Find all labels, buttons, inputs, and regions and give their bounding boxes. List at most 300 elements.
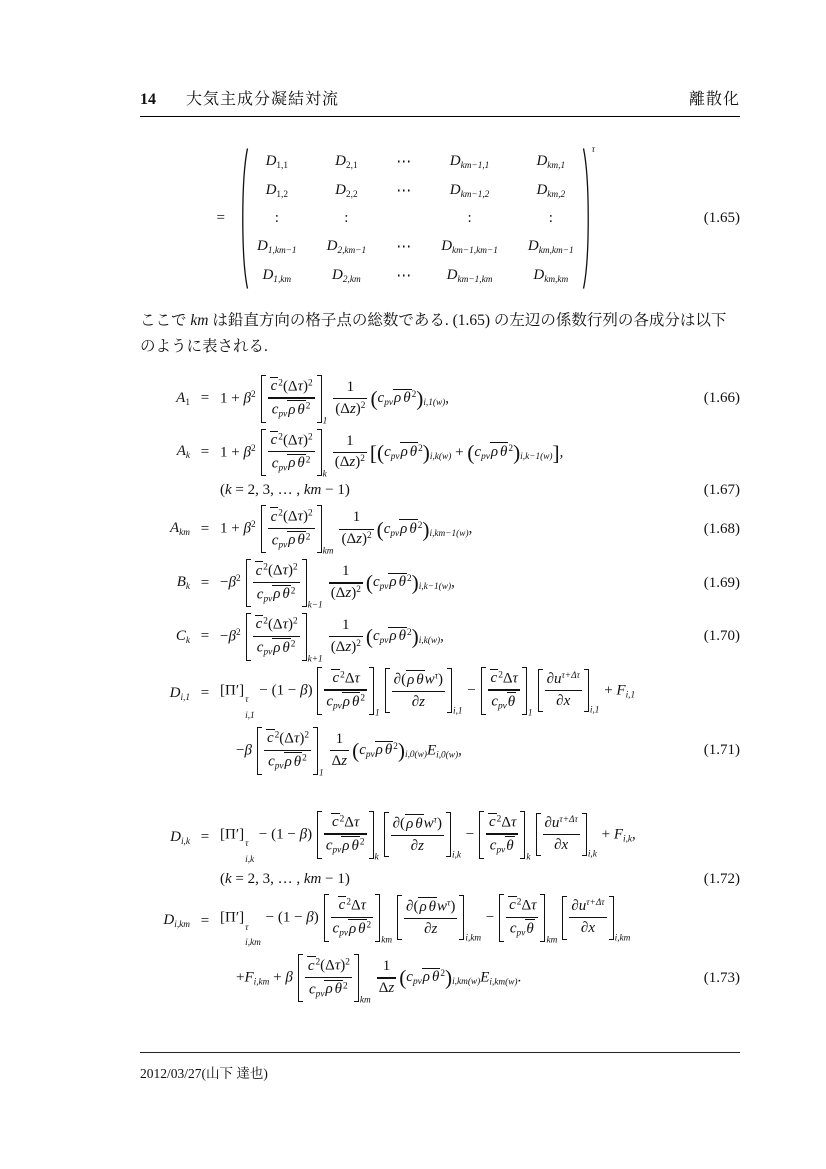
left-paren: ( [376,517,384,542]
matrix-cell [335,182,357,200]
math-text: 1 [342,563,350,580]
math-text: , [468,520,473,537]
matrix-cell [396,152,411,171]
group-subscript: 1 [322,415,328,426]
superscript: 2 [411,389,417,400]
fraction-bar [486,833,518,834]
matrix-cell [396,266,411,285]
subscript: 1,km−1 [267,245,297,256]
equation-line [140,482,740,499]
math-text: (Δ [334,454,350,471]
bracket-body [389,812,446,857]
numerator [345,379,357,397]
superscript: 2 [305,401,311,412]
overbar-var: c [266,730,274,747]
math-var: τ [282,562,288,579]
right-paren: ) [422,517,430,542]
right-bracket [446,812,451,857]
right-paren: ) [444,965,453,990]
math-var: c [509,920,517,937]
group-subscript: i,k [587,849,597,860]
paren-body [384,521,423,537]
math-var: A [176,443,186,460]
subscript: i,km(w) [452,977,481,988]
overbar-var: θ [403,390,411,407]
subscript: i,k(w) [418,636,441,647]
fraction-bar [545,690,582,691]
math-var: z [341,752,348,769]
overbar-var: θ [351,693,360,710]
denominator [270,400,313,420]
overbar-var: θ [297,455,305,472]
math-var: β [243,520,251,537]
math-var: D [265,152,277,169]
math-text: − [482,909,499,926]
matrix-cell [332,267,361,285]
subscript: i,k [180,836,190,847]
math-var: τ [354,670,360,687]
bracket-group [385,668,463,717]
subscript: pv [379,636,389,647]
equation-number: (1.67) [703,482,740,499]
overbar-var: ρ [375,742,383,759]
math-text: : [467,210,472,226]
math-text: ここで [140,312,191,329]
math-var: F [616,682,626,699]
overbar-var: ρ [348,920,357,937]
math-text: , [445,390,450,407]
bracket-group [298,954,371,1006]
body-paragraph [140,308,740,361]
denominator [554,693,572,711]
bracket-group [562,896,631,944]
math-var: c [332,920,340,937]
overbar-var: θ [358,920,366,937]
fraction [333,379,367,419]
superscript: 2 [393,742,398,753]
right-bracket [369,667,374,715]
bracket-group [397,895,482,944]
subscript: 1 [185,397,190,408]
fraction-bar [391,835,444,836]
fraction [545,671,582,711]
bracket-group [384,812,462,861]
fraction [377,958,397,998]
equation-lhs [140,443,190,461]
subscript: pv [278,463,288,474]
superscript: 2 [235,628,241,639]
fraction [268,377,315,421]
matrix-cell [396,237,411,256]
superscript: τ [434,671,439,682]
right-bracket [313,727,318,775]
right-paren: ) [397,738,405,763]
math-text: ⋯ [396,154,412,170]
numerator [253,561,300,580]
subscript: pv [278,409,288,420]
numerator [404,897,457,916]
overbar-var: ρ [342,837,350,854]
bracket-body [322,667,369,715]
right-bracket [609,896,614,940]
bracket-body [329,894,376,942]
fraction-bar [331,917,374,918]
fraction [324,813,367,857]
matrix-cell [262,267,291,285]
subscript: pv [390,528,400,539]
paren-group [365,570,452,595]
group-subscript: i,1 [453,706,463,717]
right-bracket [317,429,322,477]
right-paren: ) [513,440,521,465]
subscript: pv [333,701,342,712]
overbar-var: θ [282,639,290,656]
fraction-bar [339,529,373,530]
matrix-cell [536,182,565,200]
overbar-var: ρ [400,443,408,460]
fraction-bar [569,917,606,918]
equation-line [140,613,740,665]
fraction-bar [264,750,311,751]
fraction [506,896,538,940]
equation-rhs [220,429,682,480]
bracket-group [481,667,533,718]
superscript: 2 [356,638,361,649]
overbar-var: θ [297,532,305,549]
equation-rhs [220,811,682,865]
matrix-cell [467,210,471,227]
math-var: km [190,312,209,329]
math-text: ⋯ [396,183,412,199]
overbar-var: ρ [273,586,281,602]
fraction [488,669,520,713]
overbar-var: θ [409,520,417,537]
equation-rhs [220,871,682,888]
math-var: u [551,814,560,831]
fraction-bar [333,398,367,399]
subscript: km,2 [547,189,566,200]
superscript: 2 [356,585,361,596]
math-text: + [451,443,468,460]
equation-lhs [140,829,190,847]
superscript: 2 [360,693,366,704]
overbar-var: c [509,897,516,914]
math-text: ⋯ [396,268,412,284]
math-text: ∂ [556,692,564,709]
paren-body [384,444,423,460]
matrix-cell [441,238,498,256]
math-var: D [326,237,338,254]
equation-number: (1.68) [703,520,740,537]
math-var: β [285,969,293,986]
equation-line [140,871,740,888]
group-subscript: k−1 [307,600,323,611]
superscript: 2 [305,455,311,466]
fraction-bar [333,452,367,453]
fraction [392,670,445,711]
numerator [268,507,315,526]
numerator [334,731,346,749]
matrix-cell [344,210,348,227]
superscript: 2 [346,897,351,908]
fraction-bar [329,582,363,583]
equation-lhs [140,574,190,592]
supsub-stack [245,696,255,721]
subscript: km−1,km [457,274,493,285]
math-text: ( [220,870,225,887]
math-var: u [553,670,562,687]
group-subscript: km [381,935,393,946]
bracket-body [543,669,584,713]
left-paren: ( [467,440,475,465]
math-text: − [220,574,229,591]
math-text: − (1 − [261,909,307,926]
math-var: β [243,390,251,407]
paren-body [378,390,417,406]
math-var: D [449,152,461,169]
denominator [488,836,517,856]
math-var: D [257,237,268,254]
math-text: ∂( [406,898,419,915]
math-var: β [243,443,251,460]
subscript: pv [315,988,325,999]
paren-group [377,440,452,465]
bracket-body [266,375,317,423]
superscript: 2 [359,837,365,848]
left-paren: ( [399,965,407,990]
subscript: pv [339,928,348,939]
denominator [331,919,374,939]
bracket-group [536,813,597,860]
math-text: [Π′] [220,682,245,699]
math-text: 1 [382,958,391,975]
math-var: β [244,742,252,759]
left-paren: ( [370,386,378,411]
bracket-group [324,894,393,946]
math-text: ) [436,815,442,832]
denominator [255,585,298,605]
matrix-cell [450,182,490,200]
math-text: 1 [346,432,354,449]
math-text: ) [351,585,357,602]
subscript: k [185,635,190,646]
bracket-body [402,895,459,940]
overbar-var: θ [428,898,437,915]
bracket-group [246,559,323,611]
fraction-bar [543,834,580,835]
math-var: x [561,836,569,853]
superscript: 2 [345,957,350,968]
equation-rhs [220,375,682,426]
math-text: , [632,826,636,843]
right-bracket [447,668,452,713]
superscript: 2 [343,980,348,991]
subscript: km−1,2 [460,189,490,200]
fraction [253,615,300,659]
math-var: c [256,586,264,602]
subscript: 1,1 [276,160,289,171]
subscript: pv [497,701,507,712]
overbar-var: θ [398,628,406,645]
fraction-bar [253,636,300,637]
fraction [569,898,606,938]
math-var: c [309,981,316,997]
math-text: + [236,969,245,986]
matrix-cell [536,153,565,171]
subscript: pv [384,398,393,408]
math-text: 1 + [220,443,244,460]
subscript: i,1 [180,692,190,703]
subscript: pv [412,977,422,988]
math-var: D [527,237,539,254]
right-bracket [584,669,589,713]
numerator [329,669,361,688]
math-text: ⋯ [396,239,412,255]
fraction [305,956,352,1000]
superscript: 2 [278,378,283,389]
right-bracket [540,894,545,942]
math-text: − (1 − [255,682,301,699]
math-var: z [388,980,395,997]
matrix-cell [327,238,367,256]
denominator [333,454,367,472]
numerator [545,671,582,689]
overbar-var: ρ [325,981,333,997]
math-text: Δ [502,670,513,687]
math-var: c [372,574,380,591]
bracket-body [251,559,302,607]
superscript: 2 [292,616,298,627]
math-text: ( [220,482,225,499]
numerator [253,615,300,634]
superscript: τ+Δτ [559,814,578,825]
superscript: 2 [440,969,445,980]
numerator [305,956,352,975]
group-subscript: km [359,995,371,1006]
math-text: Δ [378,980,389,997]
math-var: D [335,181,346,198]
overbar-var: ρ [400,520,408,537]
math-text: 1 [352,509,361,526]
math-var: km [303,482,322,499]
math-var: w [437,898,448,915]
bracket-body [251,613,302,661]
math-var: τ [531,897,537,914]
equals-sign: = [200,829,210,846]
right-paren: ) [416,386,424,411]
math-text: 1 [335,731,344,748]
right-bracket [302,613,307,661]
math-text: ) [355,400,361,417]
left-paren: ( [352,738,360,763]
math-var: z [345,639,352,655]
math-var: β [306,909,314,926]
paren-group [399,965,481,990]
numerator [506,896,538,915]
math-text: ∂ [411,693,420,710]
math-text: ) [287,616,293,633]
math-text: , [440,628,444,645]
math-text: ) [302,432,308,448]
math-text: − 1) [321,870,350,887]
right-bracket [582,813,587,857]
math-var: z [349,400,356,417]
math-text: ) [287,562,293,579]
equals-sign: = [200,628,210,645]
overbar-var: ρ [407,671,415,688]
equation-lhs [140,685,190,703]
subscript: pv [390,451,400,462]
overbar-var: θ [506,837,514,854]
fraction [268,431,315,475]
equation-lhs [140,520,190,538]
math-text: (Δ [335,400,350,417]
subscript: k [185,451,190,462]
paren-group [352,738,427,763]
fraction [404,897,457,938]
subscript: km [179,528,190,539]
superscript: 2 [292,562,298,573]
equation-line [140,894,740,948]
superscript: 2 [290,639,296,650]
matrix-right-paren [582,147,592,290]
math-var: k [225,482,232,499]
math-var: c [256,639,264,656]
superscript: 2 [274,730,280,741]
overbar-var: ρ [389,574,397,591]
page-number: 14 [140,91,156,108]
superscript: 2 [418,443,423,454]
denominator [329,585,363,603]
math-text: ∂ [424,920,432,937]
math-var: x [563,692,571,709]
matrix-cell [257,238,297,256]
paren-body [406,969,445,988]
overbar-var: θ [297,401,305,418]
overbar-var: ρ [389,628,397,645]
group-subscript: km [322,546,334,557]
subscript: km,1 [547,160,566,171]
numerator [340,617,352,635]
math-var: c [271,401,279,418]
fraction [339,509,373,549]
math-var: c [359,742,366,759]
superscript: 2 [235,574,241,585]
math-text: − [236,742,245,759]
math-var: C [175,627,186,644]
supsub-stack [245,840,254,865]
subscript: i,1 [625,690,636,701]
subscript: pv [379,582,389,593]
overbar-var: ρ [273,639,281,656]
fraction-bar [404,918,457,919]
right-bracket [369,811,374,859]
math-text: ) [355,454,361,471]
subscript: i,0(w) [436,750,459,761]
math-text: (Δ [267,562,283,579]
fraction-bar [324,833,367,834]
superscript: 2 [307,431,313,442]
bracket-body [322,811,369,859]
bracket-group [538,669,600,716]
equation-line [140,375,740,426]
equation-number: (1.73) [703,969,740,986]
subscript: km−1,km−1 [452,245,498,256]
paren-group [376,517,469,542]
equation-line [140,954,740,1006]
overbar-var: θ [431,969,440,986]
math-text: ∂( [392,815,406,832]
